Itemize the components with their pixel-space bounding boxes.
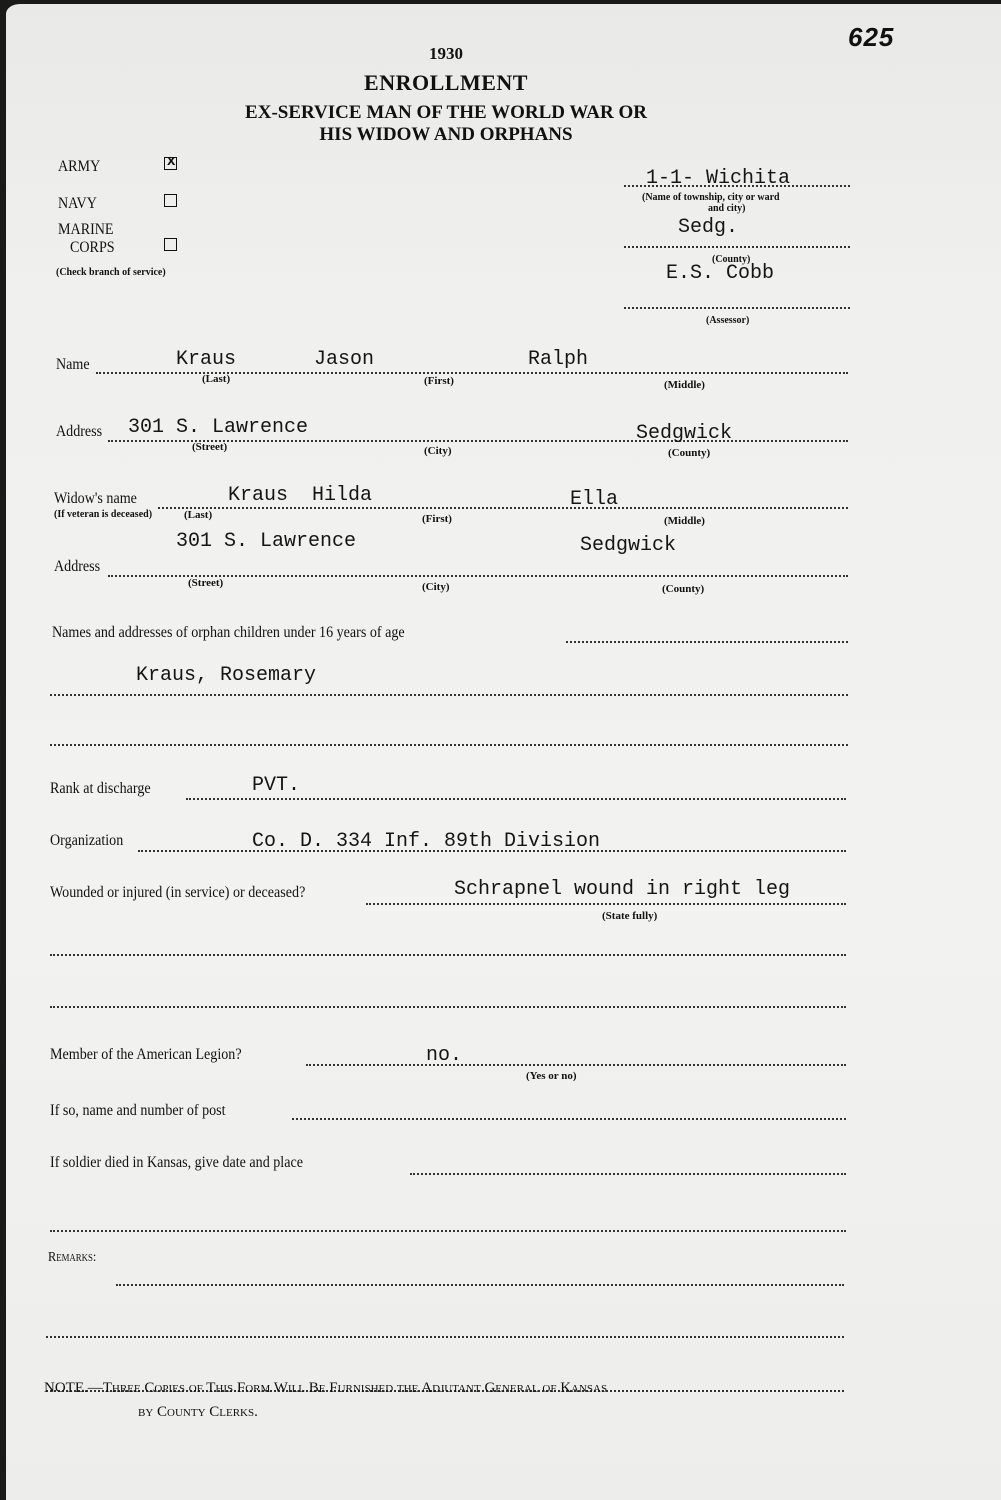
widow-address-county-field[interactable]: Sedgwick [580,534,677,557]
address-county-caption: (County) [668,447,711,459]
township-caption-line1: (Name of township, city or ward [642,192,780,203]
widow-name-label: Widow's name [54,490,137,507]
remarks-label: Remarks: [48,1250,97,1265]
widow-first-field[interactable]: Hilda [312,484,373,507]
remarks-line-2 [46,1336,844,1338]
name-first-caption: (First) [424,375,454,387]
handwritten-page-number: 625 [848,22,895,52]
form-subtitle-line1: EX-SERVICE MAN OF THE WORLD WAR OR [245,102,647,123]
marine-label-line1: MARINE [58,221,114,238]
name-last-field[interactable]: Kraus [176,348,237,371]
county-line [624,246,850,248]
address-city-caption: (City) [424,445,452,457]
orphans-line-2 [50,744,848,746]
post-label: If so, name and number of post [50,1102,226,1119]
widow-address-label: Address [54,558,101,575]
army-label: ARMY [58,158,101,175]
wounded-line-2 [50,954,846,956]
form-title: ENROLLMENT [364,70,528,95]
legion-line [306,1064,846,1066]
widow-name-line [158,507,848,509]
address-street-field[interactable]: 301 S. Lawrence [128,416,309,439]
assessor-field[interactable]: E.S. Cobb [666,262,775,285]
township-field[interactable]: 1-1- Wichita [646,167,791,190]
post-line [292,1118,846,1120]
branch-hint: (Check branch of service) [56,267,166,278]
assessor-line [624,307,850,309]
orphans-line-0 [566,641,848,643]
orphans-line-1 [50,694,848,696]
wounded-line-3 [50,1006,846,1008]
form-subtitle-line2: HIS WIDOW AND ORPHANS [319,124,573,145]
address-label: Address [56,423,103,440]
name-middle-field[interactable]: Ralph [528,348,589,371]
died-label: If soldier died in Kansas, give date and place [50,1154,303,1171]
rank-label: Rank at discharge [50,780,151,797]
rank-field[interactable]: PVT. [252,774,301,797]
enrollment-form [6,4,1001,1500]
widow-last-caption: (Last) [184,509,213,521]
widow-middle-field[interactable]: Ella [570,488,619,511]
note-line1: NOTE.—Three Copies of This Form Will Be Furnished the Adjutant General of Kansas [44,1380,608,1396]
form-year: 1930 [429,44,463,63]
assessor-caption: (Assessor) [706,315,750,326]
marine-corps-checkbox[interactable] [164,238,177,251]
widow-address-street-caption: (Street) [188,577,224,589]
name-first-field[interactable]: Jason [314,348,375,371]
widow-middle-caption: (Middle) [664,515,705,527]
remarks-line-1 [116,1284,844,1286]
organization-label: Organization [50,832,124,849]
name-middle-caption: (Middle) [664,379,705,391]
wounded-caption: (State fully) [602,910,658,922]
organization-field[interactable]: Co. D. 334 Inf. 89th Division [252,830,601,853]
widow-address-county-caption: (County) [662,583,705,595]
name-label: Name [56,356,90,373]
orphans-field[interactable]: Kraus, Rosemary [136,664,317,687]
name-last-caption: (Last) [202,373,231,385]
rank-line [186,798,846,800]
address-street-caption: (Street) [192,441,228,453]
address-county-field[interactable]: Sedgwick [636,422,733,445]
wounded-field[interactable]: Schrapnel wound in right leg [454,878,791,901]
died-line-2 [50,1230,846,1232]
note-line2: by County Clerks. [138,1404,258,1420]
wounded-line [366,903,846,905]
died-line-1 [410,1173,846,1175]
legion-label: Member of the American Legion? [50,1046,242,1063]
widow-address-city-caption: (City) [422,581,450,593]
wounded-label: Wounded or injured (in service) or deceased? [50,884,306,901]
navy-label: NAVY [58,195,97,212]
widow-note: (If veteran is deceased) [54,509,153,520]
army-checkbox[interactable] [164,157,177,170]
county-caption: (County) [712,254,751,265]
widow-last-field[interactable]: Kraus [228,484,289,507]
marine-label-line2: CORPS [70,239,115,256]
navy-checkbox[interactable] [164,194,177,207]
widow-address-street-field[interactable]: 301 S. Lawrence [176,530,357,553]
legion-field[interactable]: no. [426,1044,463,1067]
orphans-label: Names and addresses of orphan children under 16 years of age [52,624,405,641]
widow-first-caption: (First) [422,513,452,525]
legion-caption: (Yes or no) [526,1070,577,1082]
county-field[interactable]: Sedg. [678,216,739,239]
township-caption-line2: and city) [708,203,746,214]
